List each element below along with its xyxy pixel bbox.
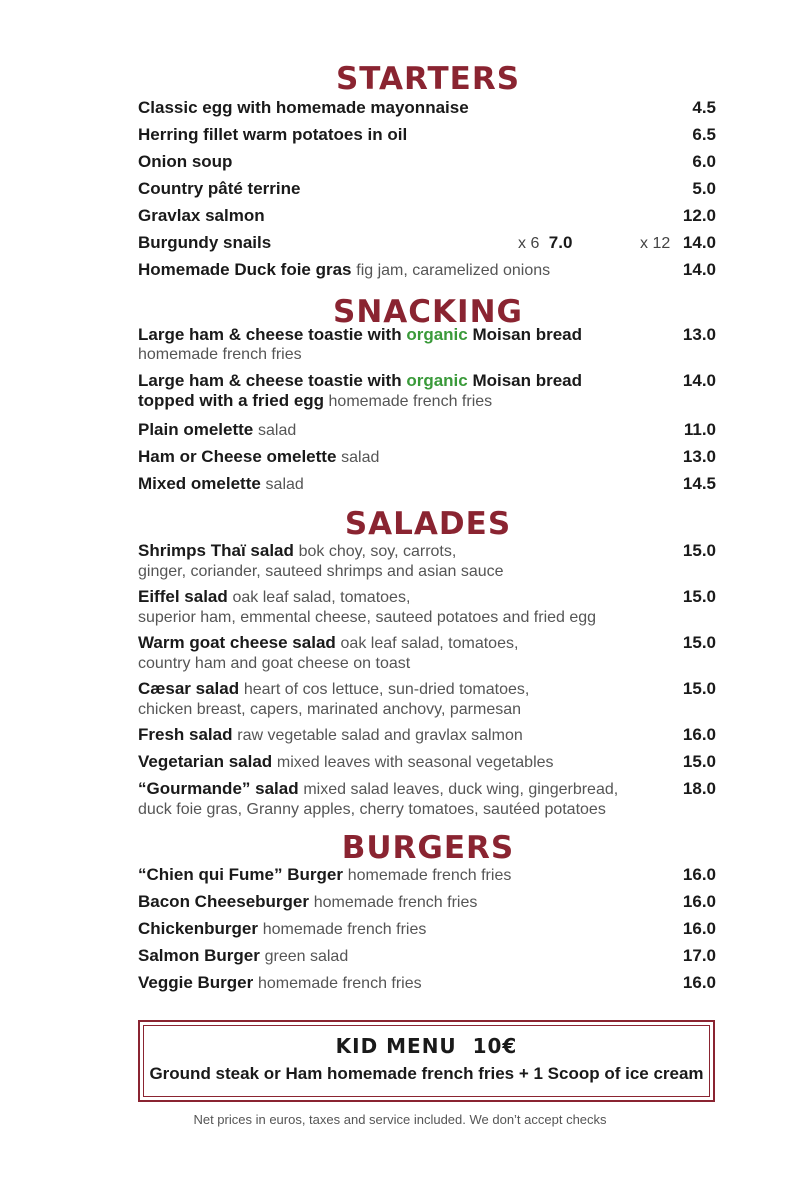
menu-item-snails	[138, 233, 718, 260]
item-desc: homemade french fries	[328, 393, 493, 410]
item-name: Chickenburger	[138, 919, 258, 938]
menu-item	[138, 420, 718, 447]
item-name: Vegetarian salad	[138, 752, 273, 771]
menu-item	[138, 98, 718, 125]
menu-item	[138, 892, 718, 919]
menu-item	[138, 260, 718, 287]
item-price: 12.0	[682, 206, 716, 225]
snails-x6	[518, 233, 572, 254]
menu	[138, 60, 718, 1000]
organic-label: organic	[406, 371, 468, 390]
item-price: 6.5	[692, 125, 716, 144]
item-price: 14.0	[682, 371, 716, 390]
item-desc2: chicken breast, capers, marinated anchovy, parmesan	[138, 701, 522, 718]
menu-item	[138, 587, 718, 633]
item-name: Ham or Cheese omelette	[138, 447, 337, 466]
item-line1	[138, 679, 718, 700]
menu-item	[138, 179, 718, 206]
item-desc2: superior ham, emmental cheese, sauteed potatoes and fried egg	[138, 609, 597, 626]
item-price: 13.0	[682, 447, 716, 466]
item-price: 18.0	[682, 779, 716, 798]
item-name: Gravlax salmon	[138, 206, 265, 225]
menu-item	[138, 679, 718, 725]
item-price: 17.0	[682, 946, 716, 965]
item-name: Salmon Burger	[138, 946, 260, 965]
item-desc: raw vegetable salad and gravlax salmon	[237, 727, 523, 744]
item-price: 15.0	[682, 633, 716, 652]
section-title-starters: STARTERS	[335, 61, 521, 97]
section-title-burgers: BURGERS	[341, 830, 515, 866]
item-desc: bok choy, soy, carrots,	[298, 543, 457, 560]
item-name: Onion soup	[138, 152, 233, 171]
section-title-snacking: SNACKING	[333, 294, 523, 330]
item-line1	[138, 541, 718, 562]
salades-list	[138, 541, 718, 825]
menu-item	[138, 633, 718, 679]
item-line1	[138, 633, 718, 654]
kid-menu-box	[138, 1020, 715, 1102]
item-price: 15.0	[682, 679, 716, 698]
menu-item	[138, 447, 718, 474]
menu-item	[138, 541, 718, 587]
item-price: 14.0	[682, 260, 716, 279]
item-name	[138, 325, 718, 345]
menu-item	[138, 474, 718, 501]
item-desc: homemade french fries	[262, 921, 427, 938]
menu-item	[138, 919, 718, 946]
menu-item	[138, 752, 718, 779]
menu-item	[138, 973, 718, 1000]
item-name: Country pâté terrine	[138, 179, 301, 198]
item-name: Cæsar salad	[138, 679, 240, 698]
item-price: 11.0	[683, 420, 716, 439]
item-desc: mixed leaves with seasonal vegetables	[276, 754, 554, 771]
item-desc: salad	[341, 449, 380, 466]
item-desc2: country ham and goat cheese on toast	[138, 655, 411, 672]
item-name: Plain omelette	[138, 420, 254, 439]
snails-x6-label: x 6	[518, 235, 540, 252]
burgers-list	[138, 865, 718, 1000]
snails-x12-price: 14.0	[682, 233, 716, 252]
item-line1	[138, 587, 718, 608]
footnote: Net prices in euros, taxes and service included. We don’t accept checks	[193, 1112, 607, 1127]
menu-item	[138, 946, 718, 973]
item-name: Shrimps Thaï salad	[138, 541, 294, 560]
item-name: “Chien qui Fume” Burger	[138, 865, 343, 884]
item-name-part: Moisan bread	[467, 325, 583, 344]
item-price: 16.0	[682, 725, 716, 744]
menu-item	[138, 125, 718, 152]
item-name-part: Moisan bread	[467, 371, 583, 390]
item-price: 13.0	[682, 325, 716, 344]
item-name: Veggie Burger	[138, 973, 254, 992]
item-desc2: duck foie gras, Granny apples, cherry tomatoes, sautéed potatoes	[138, 801, 606, 818]
menu-item	[138, 206, 718, 233]
item-desc: oak leaf salad, tomatoes,	[340, 635, 519, 652]
item-desc: fig jam, caramelized onions	[356, 262, 551, 279]
item-name: Fresh salad	[138, 725, 233, 744]
item-name	[138, 371, 718, 391]
item-name: Homemade Duck foie gras	[138, 260, 352, 279]
kid-menu-desc: Ground steak or Ham homemade french fries + 1 Scoop of ice cream	[149, 1064, 704, 1083]
item-desc: heart of cos lettuce, sun-dried tomatoes,	[243, 681, 530, 698]
menu-item	[138, 325, 718, 371]
item-line1	[138, 779, 718, 800]
snacking-list	[138, 325, 718, 501]
section-title-salades: SALADES	[344, 506, 512, 542]
menu-item	[138, 779, 718, 825]
item-desc: homemade french fries	[138, 346, 302, 363]
item-name-part: Large ham & cheese toastie with	[138, 325, 407, 344]
menu-item	[138, 725, 718, 752]
item-price: 16.0	[682, 973, 716, 992]
item-price: 16.0	[682, 865, 716, 884]
item-name: Eiffel salad	[138, 587, 228, 606]
item-desc: homemade french fries	[258, 975, 422, 992]
item-name: Herring fillet warm potatoes in oil	[138, 125, 408, 144]
item-desc: salad	[258, 422, 297, 439]
item-name-part: topped with a fried egg	[138, 391, 325, 410]
snails-x12-label: x 12	[640, 235, 671, 252]
item-desc2: ginger, coriander, sauteed shrimps and asian sauce	[138, 563, 504, 580]
item-desc: homemade french fries	[313, 894, 478, 911]
item-name: Classic egg with homemade mayonnaise	[138, 98, 469, 117]
item-desc: oak leaf salad, tomatoes,	[232, 589, 411, 606]
item-name: “Gourmande” salad	[138, 779, 299, 798]
item-price: 15.0	[682, 752, 716, 771]
item-desc: homemade french fries	[347, 867, 512, 884]
item-price: 14.5	[682, 474, 716, 493]
item-name: Mixed omelette	[138, 474, 261, 493]
item-price: 15.0	[682, 587, 716, 606]
item-desc: salad	[265, 476, 304, 493]
item-desc: green salad	[264, 948, 349, 965]
item-price: 16.0	[682, 919, 716, 938]
starters-list	[138, 98, 718, 287]
menu-item	[138, 371, 718, 420]
menu-item	[138, 152, 718, 179]
snails-x12	[640, 233, 670, 254]
item-line2	[138, 391, 718, 412]
snails-x6-price: 7.0	[548, 233, 573, 252]
organic-label: organic	[406, 325, 468, 344]
item-name: Warm goat cheese salad	[138, 633, 336, 652]
menu-item	[138, 865, 718, 892]
item-name-part: Large ham & cheese toastie with	[138, 371, 407, 390]
item-price: 5.0	[692, 179, 716, 198]
item-price: 15.0	[682, 541, 716, 560]
kid-menu-inner	[143, 1025, 710, 1097]
item-price: 16.0	[682, 892, 716, 911]
item-name: Bacon Cheeseburger	[138, 892, 309, 911]
kid-menu-title: KID MENU 10€	[335, 1034, 518, 1058]
item-name: Burgundy snails	[138, 233, 272, 252]
item-price: 4.5	[692, 98, 716, 117]
item-desc: mixed salad leaves, duck wing, gingerbread,	[303, 781, 619, 798]
item-price: 6.0	[692, 152, 716, 171]
